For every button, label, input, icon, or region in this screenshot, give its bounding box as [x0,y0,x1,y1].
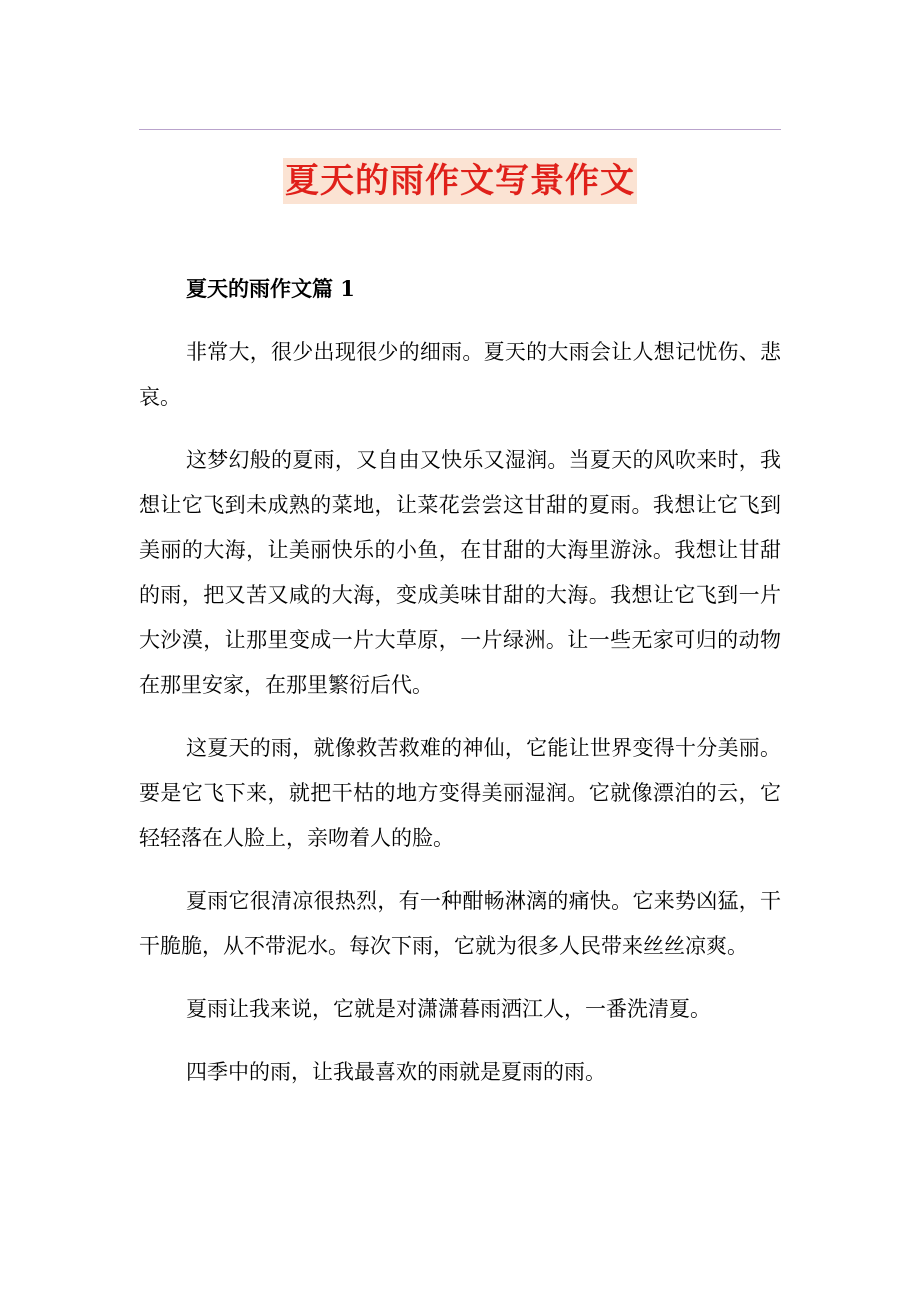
document-title: 夏天的雨作文写景作文 [283,158,637,204]
paragraph: 这夏天的雨，就像救苦救难的神仙，它能让世界变得十分美丽。要是它飞下来，就把干枯的地方变得美丽湿润。它就像漂泊的云，它轻轻落在人脸上，亲吻着人的脸。 [139,736,781,850]
title-container [0,158,920,204]
section-heading: 夏天的雨作文篇 1 [186,276,355,301]
paragraph: 四季中的雨，让我最喜欢的雨就是夏雨的雨。 [186,1060,606,1084]
paragraph: 夏雨它很清凉很热烈，有一种酣畅淋漓的痛快。它来势凶猛，干干脆脆，从不带泥水。每次下雨，它就为很多人民带来丝丝凉爽。 [139,889,781,958]
paragraph: 非常大，很少出现很少的细雨。夏天的大雨会让人想记忧伤、悲哀。 [139,340,781,409]
paragraph: 这梦幻般的夏雨，又自由又快乐又湿润。当夏天的风吹来时，我想让它飞到未成熟的菜地，让菜花尝尝这甘甜的夏雨。我想让它飞到美丽的大海，让美丽快乐的小鱼，在甘甜的大海里游泳。我想让甘甜的雨，把又苦又咸的大海，变成美味甘甜的大海。我想让它飞到一片大沙漠，让那里变成一片大草原，一片绿洲。让一些无家可归的动物在那里安家，在那里繁衍后代。 [139,448,781,697]
paragraph: 夏雨让我来说，它就是对潇潇暮雨洒江人，一番洗清夏。 [186,997,711,1021]
header-rule [139,129,781,130]
document-body [139,266,781,1113]
